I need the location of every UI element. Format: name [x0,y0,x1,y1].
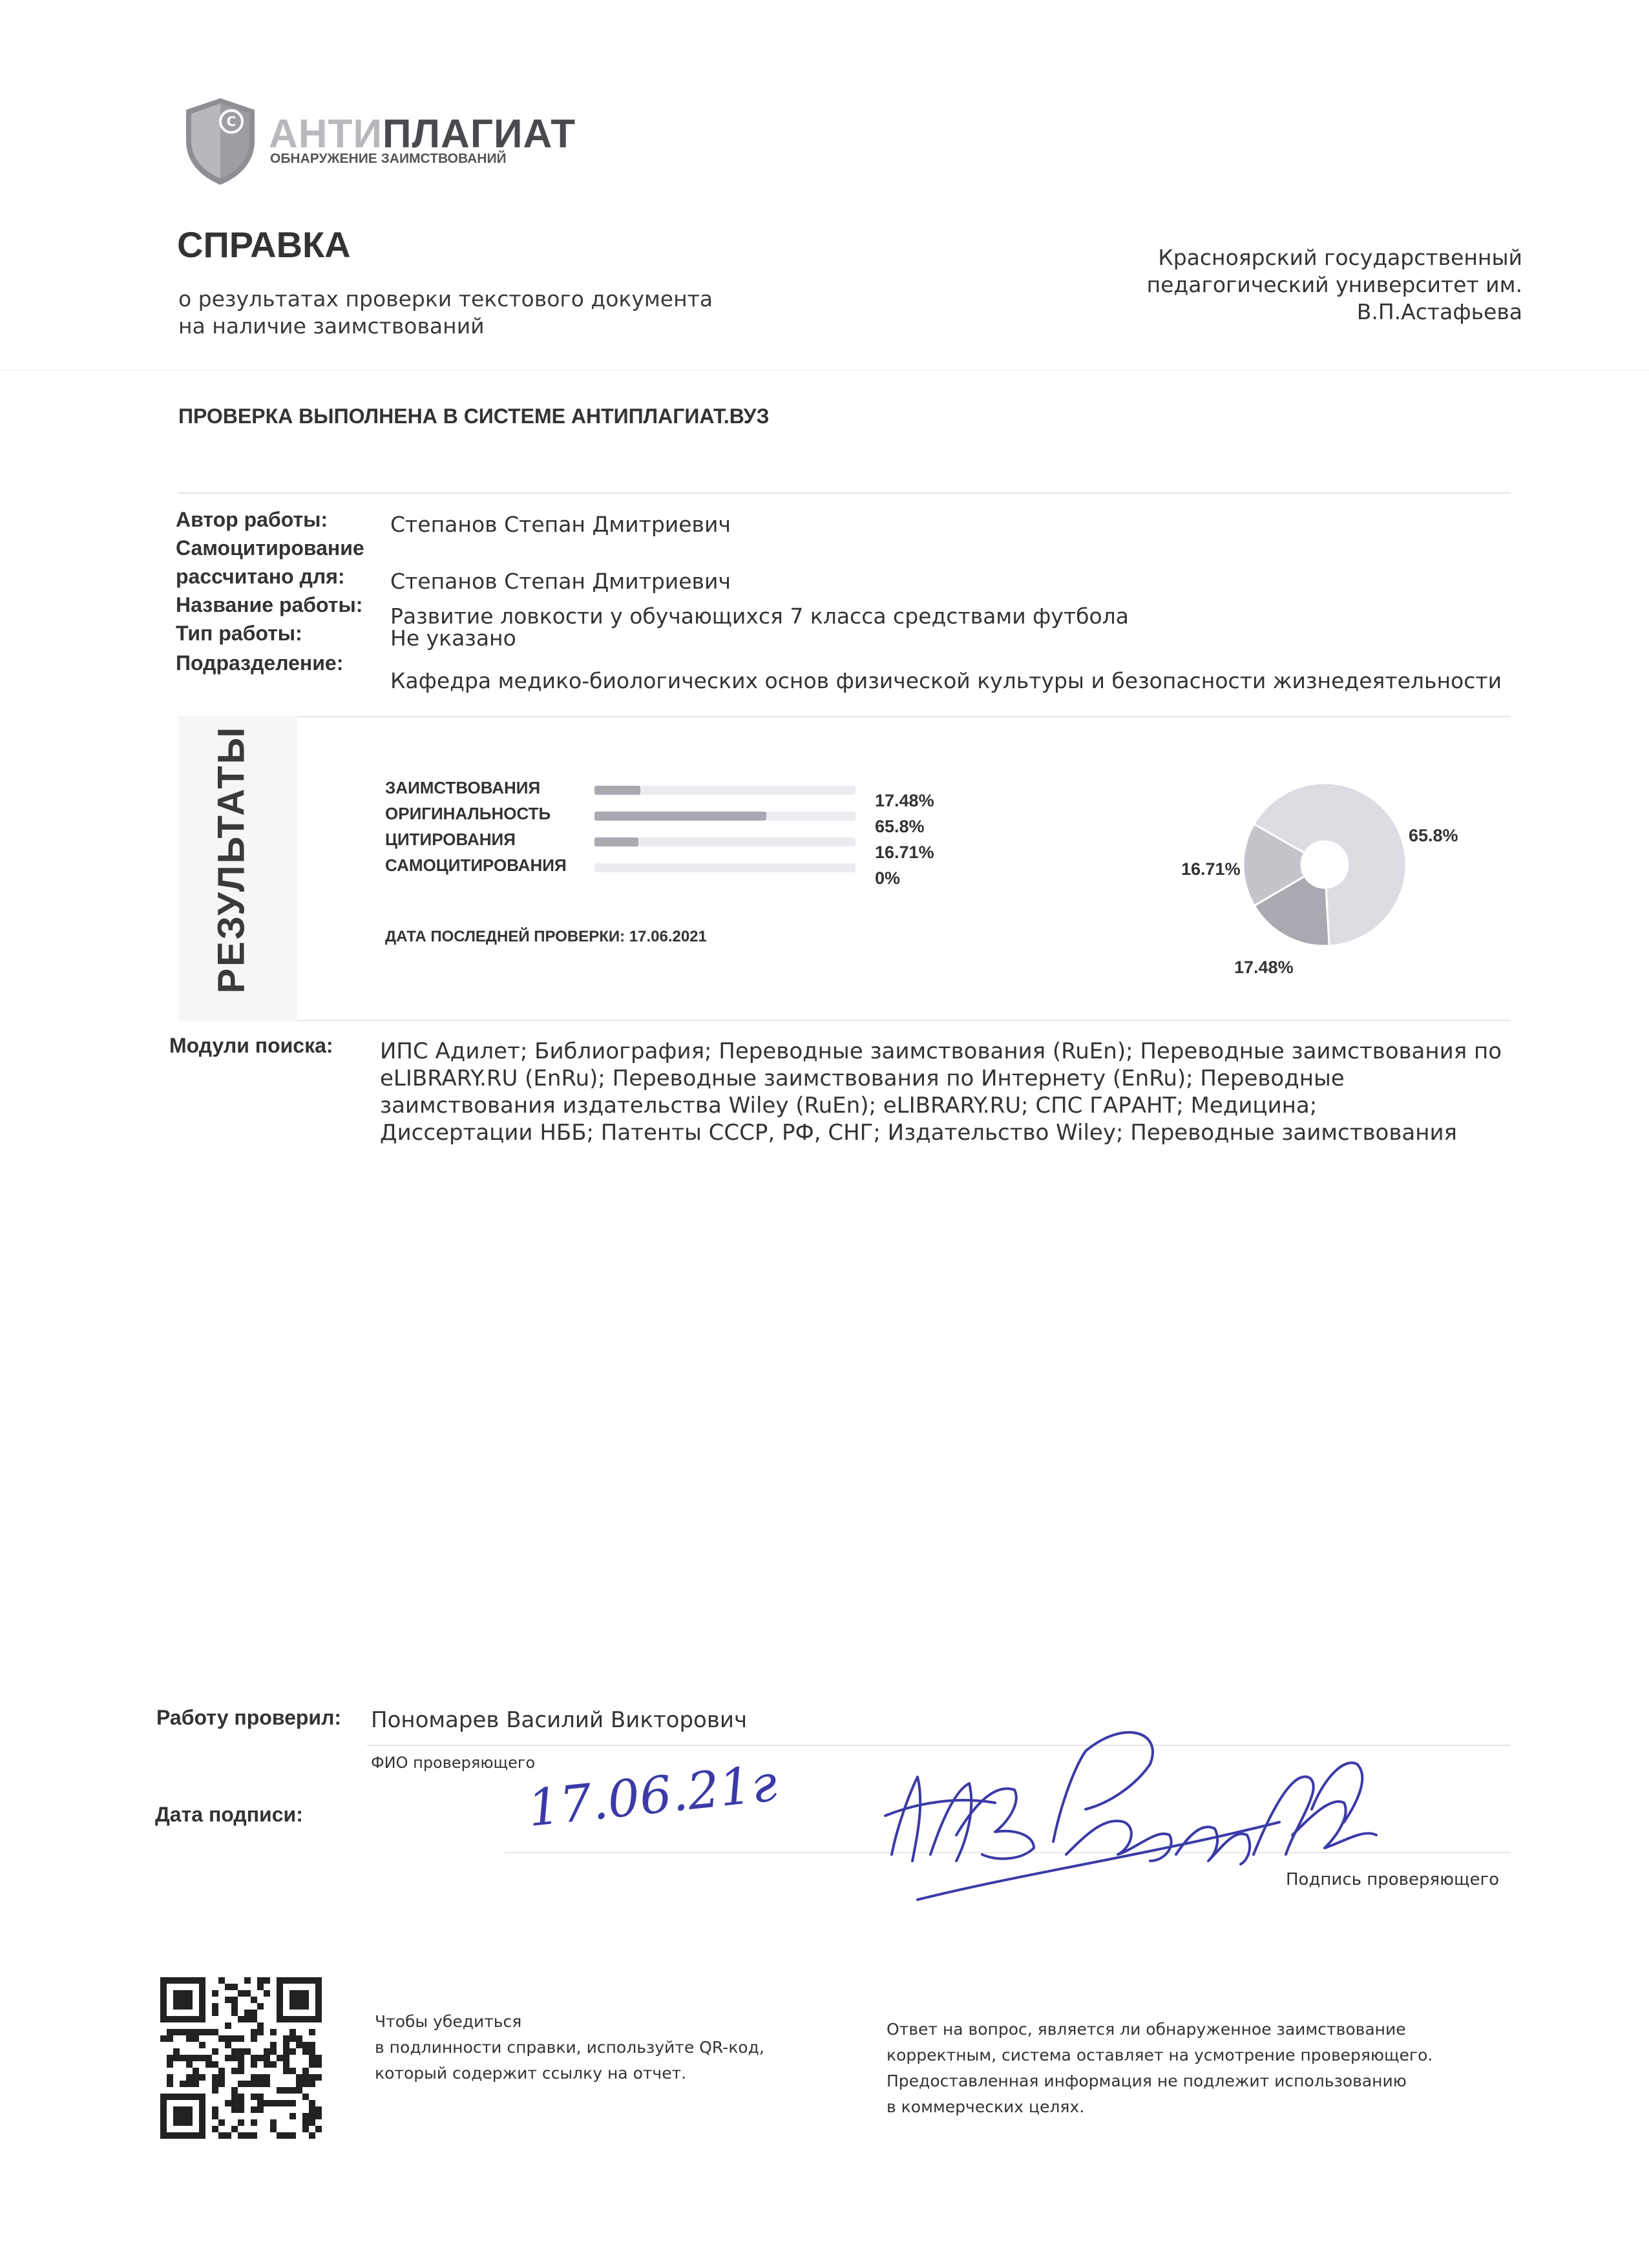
metric-bar-fill [594,812,766,821]
footer-left-line: в подлинности справки, используйте QR-код, [375,2038,764,2057]
selfcite-value: Степанов Степан Дмитриевич [390,569,731,594]
university-line: Красноярский государственный [1158,245,1522,270]
modules-line: eLIBRARY.RU (EnRu); Переводные заимствования по Интернету (EnRu); Переводные [380,1066,1345,1091]
signature-scribble [885,1732,1376,1900]
metric-label: ОРИГИНАЛЬНОСТЬ [385,804,551,823]
footer-right-line: корректным, система оставляет на усмотрение проверяющего. [887,2046,1433,2064]
logo-title-dark: ПЛАГИАТ [382,112,576,156]
work-name-value: Развитие ловкости у обучающихся 7 класса средствами футбола [390,604,1129,629]
pie-label: 16.71% [1181,859,1241,879]
work-name-label: Название работы: [176,593,363,616]
pie-label: 65.8% [1409,826,1458,845]
logo-subtitle: ОБНАРУЖЕНИЕ ЗАИМСТВОВАНИЙ [270,151,507,166]
university-name [941,244,1522,326]
logo-title [269,111,576,157]
footer-right-line: Ответ на вопрос, является ли обнаруженное заимствование [887,2020,1406,2039]
system-line: ПРОВЕРКА ВЫПОЛНЕНА В СИСТЕМЕ АНТИПЛАГИАТ.ВУЗ [178,404,770,428]
page-subtitle [178,286,760,340]
metric-value: 65.8% [875,817,925,836]
metric-bar [594,837,856,846]
metric-bar [594,812,856,821]
pie-label: 17.48% [1234,958,1294,977]
footer-right-line: в коммерческих целях. [887,2097,1085,2116]
university-line: педагогический университет им. [1146,272,1522,297]
metric-label: ЗАИМСТВОВАНИЯ [385,778,541,797]
signature-caption: Подпись проверяющего [1286,1870,1500,1889]
subtitle-line: о результатах проверки текстового документа [178,286,713,311]
metric-label: САМОЦИТИРОВАНИЯ [385,856,567,875]
modules-list [380,1038,1504,1146]
checker-name: Пономарев Василий Викторович [371,1707,748,1733]
work-type-value: Не указано [390,625,516,651]
metric-bar [594,863,856,872]
university-line: В.П.Астафьева [1356,299,1522,324]
footer-left-line: который содержит ссылку на отчет. [375,2064,687,2083]
selfcite-label: Самоцитирование [176,536,364,560]
results-pie-chart [1241,781,1409,949]
footer-left-line: Чтобы убедиться [375,2012,522,2031]
author-label: Автор работы: [176,508,328,531]
metric-value: 16.71% [875,843,934,862]
checker-caption: ФИО проверяющего [371,1754,536,1772]
checker-label: Работу проверил: [156,1706,342,1729]
subtitle-line: на наличие заимствований [178,313,485,339]
metric-bar-fill [594,786,640,795]
metric-bar-fill [594,837,638,846]
footer-right-line: Предоставленная информация не подлежит использованию [887,2072,1407,2090]
work-type-label: Тип работы: [176,622,302,645]
page-title: СПРАВКА [177,224,351,265]
metric-value: 17.48% [875,791,934,810]
modules-line: ИПС Адилет; Библиография; Переводные заимствования (RuEn); Переводные заимствования по [380,1038,1502,1064]
modules-line: Диссертации НББ; Патенты СССР, РФ, СНГ; Издательство Wiley; Переводные заимствования [380,1120,1457,1146]
handwritten-signature [504,1706,1422,1913]
logo-title-light: АНТИ [269,112,383,156]
modules-line: заимствования издательства Wiley (RuEn); eLIBRARY.RU; СПС ГАРАНТ; Медицина; [380,1093,1318,1118]
last-check-date: ДАТА ПОСЛЕДНЕЙ ПРОВЕРКИ: 17.06.2021 [385,928,707,945]
qr-code-icon [160,1977,322,2139]
handwritten-date: 17.06.21г [525,1754,780,1838]
selfcite-label: рассчитано для: [176,565,345,588]
results-heading: РЕЗУЛЬТАТЫ [210,725,253,994]
shield-copyright-icon [182,96,258,186]
divider [178,492,1511,494]
metric-label: ЦИТИРОВАНИЯ [385,830,516,849]
svg-text:C: C [226,114,236,129]
metric-value: 0% [875,868,901,888]
metric-bar [594,786,856,795]
date-label: Дата подписи: [155,1803,303,1826]
department-value: Кафедра медико-биологических основ физической культуры и безопасности жизнедеятельности [390,668,1502,693]
department-label: Подразделение: [176,651,344,675]
modules-label: Модули поиска: [169,1034,333,1057]
divider [0,370,1649,371]
author-value: Степанов Степан Дмитриевич [390,512,731,537]
